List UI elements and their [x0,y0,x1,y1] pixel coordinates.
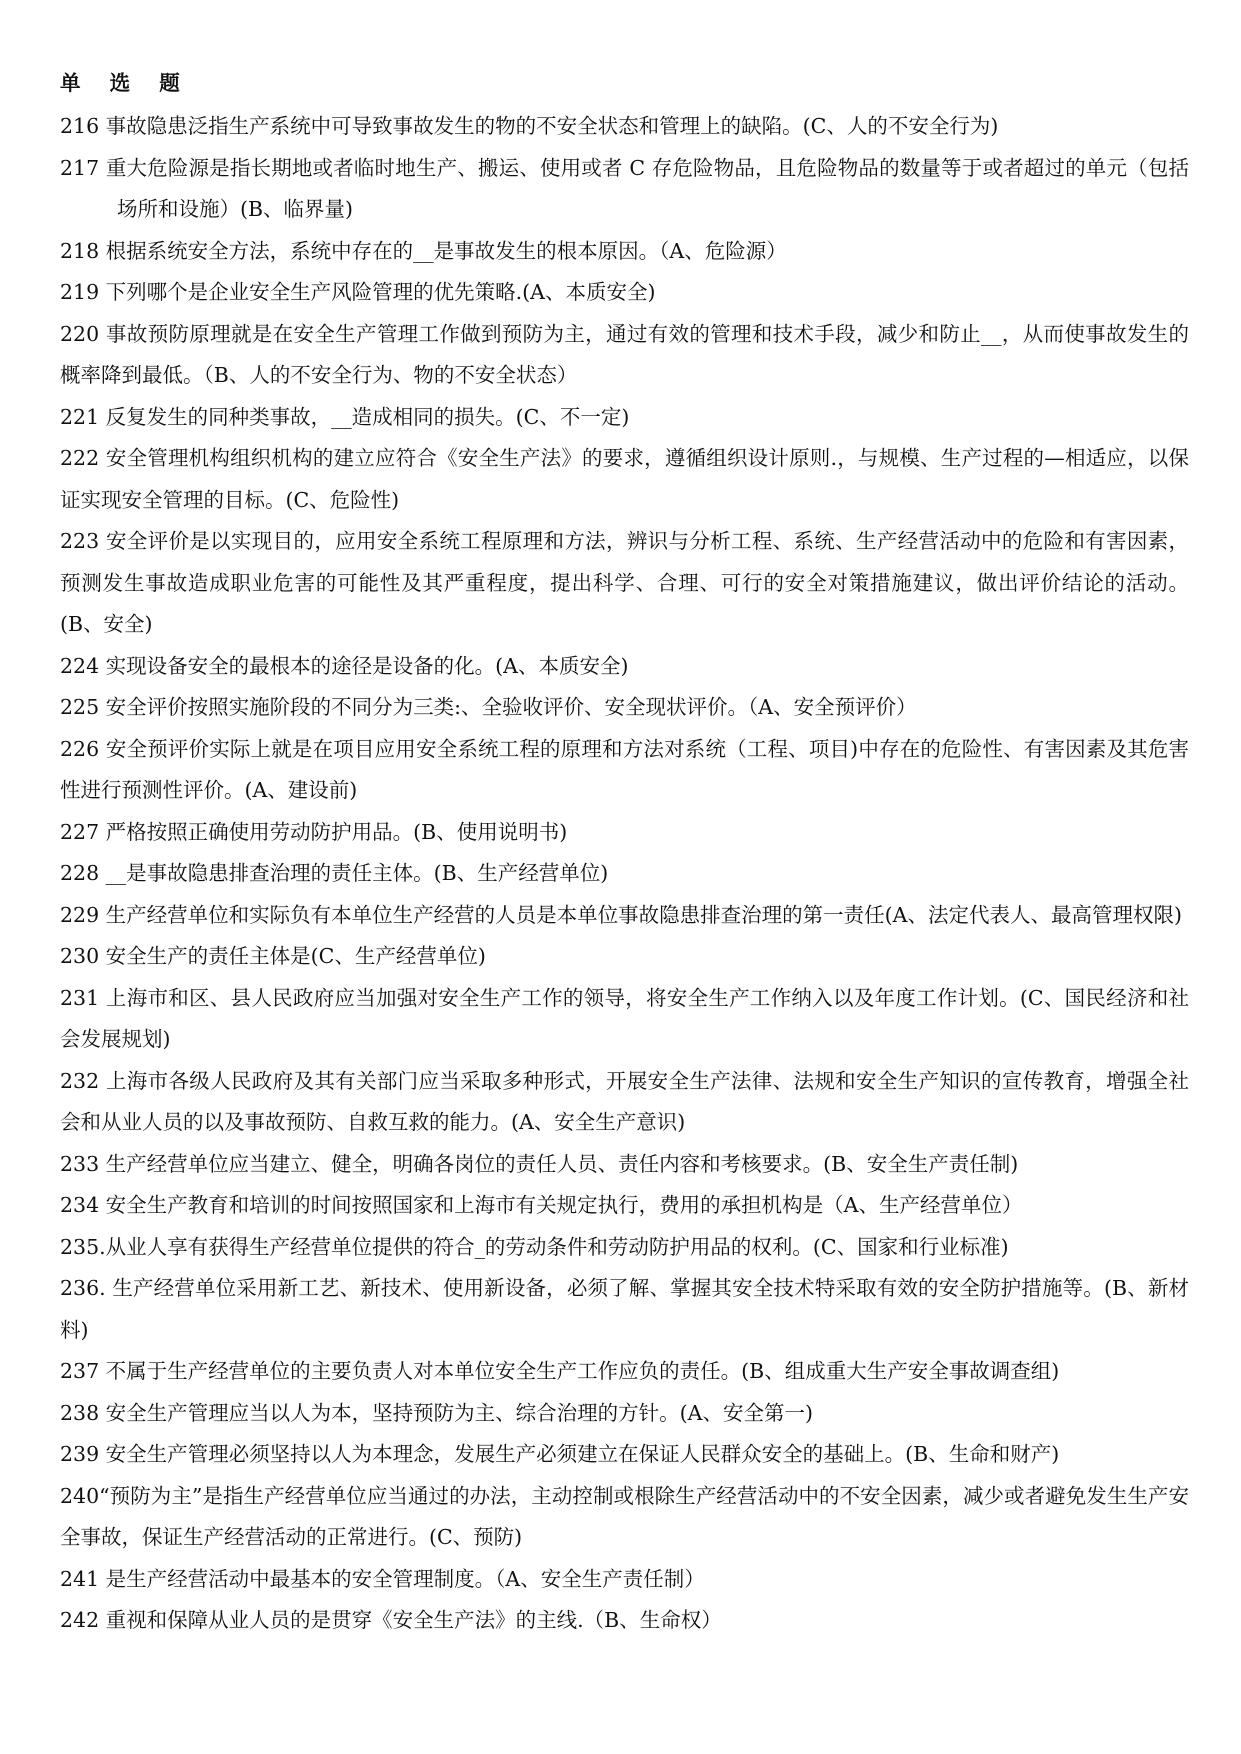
question-227: 227 严格按照正确使用劳动防护用品。(B、使用说明书) [60,819,568,844]
question-240: 240“预防为主”是指生产经营单位应当通过的办法，主动控制或根除生产经营活动中的不安全因素，减少或者避免发生生产安全事故，保证生产经营活动的正常进行。(C、预防) [60,1483,1189,1549]
question-216: 216 事故隐患泛指生产系统中可导致事故发生的物的不安全状态和管理上的缺陷。(C、人的不安全行为) [60,114,999,138]
question-223: 223 安全评价是以实现目的，应用安全系统工程原理和方法，辨识与分析工程、系统、生产经营活动中的危险和有害因素，预测发生事故造成职业危害的可能性及其严重程度，提出科学、合理、可行的安全对策措施建议，做出评价结论的活动。(B、安全) [60,529,1189,636]
question-228: 228 __是事故隐患排查治理的责任主体。(B、生产经营单位) [60,861,609,885]
question-232: 232 上海市各级人民政府及其有关部门应当采取多种形式，开展安全生产法律、法规和安全生产知识的宣传教育，增强全社会和从业人员的以及事故预防、自救互救的能力。(A、安全生产意识) [60,1068,1189,1134]
question-225: 225 安全评价按照实施阶段的不同分为三类:、全验收评价、安全现状评价。（A、安全预评价） [60,695,917,719]
question-217: 217 重大危险源是指长期地或者临时地生产、搬运、使用或者 C 存危险物品，且危险物品的数量等于或者超过的单元（包括场所和设施）(B、临界量) [60,155,1190,221]
question-236: 236. 生产经营单位采用新工艺、新技术、使用新设备，必须了解、掌握其安全技术特采取有效的安全防护措施等。(B、新材料) [60,1276,1189,1342]
question-list [60,106,1189,1642]
question-242: 242 重视和保障从业人员的是贯穿《安全生产法》的主线.（B、生命权） [60,1608,722,1632]
question-221: 221 反复发生的同种类事故，__造成相同的损失。(C、不一定) [60,404,630,429]
question-231: 231 上海市和区、县人民政府应当加强对安全生产工作的领导，将安全生产工作纳入以及年度工作计划。(C、国民经济和社会发展规划) [60,985,1189,1051]
question-238: 238 安全生产管理应当以人为本，坚持预防为主、综合治理的方针。(A、安全第一) [60,1400,813,1425]
question-220: 220 事故预防原理就是在安全生产管理工作做到预防为主，通过有效的管理和技术手段，减少和防止__，从而使事故发生的概率降到最低。（B、人的不安全行为、物的不安全状态） [60,321,1189,387]
question-229: 229 生产经营单位和实际负有本单位生产经营的人员是本单位事故隐患排查治理的第一责任(A、法定代表人、最高管理权限) [60,902,1182,927]
question-234: 234 安全生产教育和培训的时间按照国家和上海市有关规定执行，费用的承担机构是（A、生产经营单位） [60,1193,1023,1217]
question-241: 241 是生产经营活动中最基本的安全管理制度。（A、安全生产责任制） [60,1566,705,1591]
question-224: 224 实现设备安全的最根本的途径是设备的化。(A、本质安全) [60,653,629,678]
question-219: 219 下列哪个是企业安全生产风险管理的优先策略.(A、本质安全) [60,280,656,304]
question-222: 222 安全管理机构组织机构的建立应符合《安全生产法》的要求，遵循组织设计原则.，与规模、生产过程的—相适应，以保证实现安全管理的目标。(C、危险性) [60,446,1189,512]
question-235: 235.从业人享有获得生产经营单位提供的符合_的劳动条件和劳动防护用品的权利。(C、国家和行业标准) [60,1234,1009,1259]
question-237: 237 不属于生产经营单位的主要负责人对本单位安全生产工作应负的责任。(B、组成重大生产安全事故调查组) [60,1359,1060,1383]
question-226: 226 安全预评价实际上就是在项目应用安全系统工程的原理和方法对系统（工程、项目)中存在的危险性、有害因素及其危害性进行预测性评价。(A、建设前) [60,736,1189,802]
question-233: 233 生产经营单位应当建立、健全，明确各岗位的责任人员、责任内容和考核要求。(B、安全生产责任制) [60,1151,1019,1176]
question-218: 218 根据系统安全方法，系统中存在的__是事故发生的根本原因。（A、危险源） [60,238,787,263]
question-239: 239 安全生产管理必须坚持以人为本理念，发展生产必须建立在保证人民群众安全的基础上。(B、生命和财产) [60,1442,1060,1466]
question-230: 230 安全生产的责任主体是(C、生产经营单位) [60,944,486,968]
section-heading: 单 选 题 [60,71,191,95]
